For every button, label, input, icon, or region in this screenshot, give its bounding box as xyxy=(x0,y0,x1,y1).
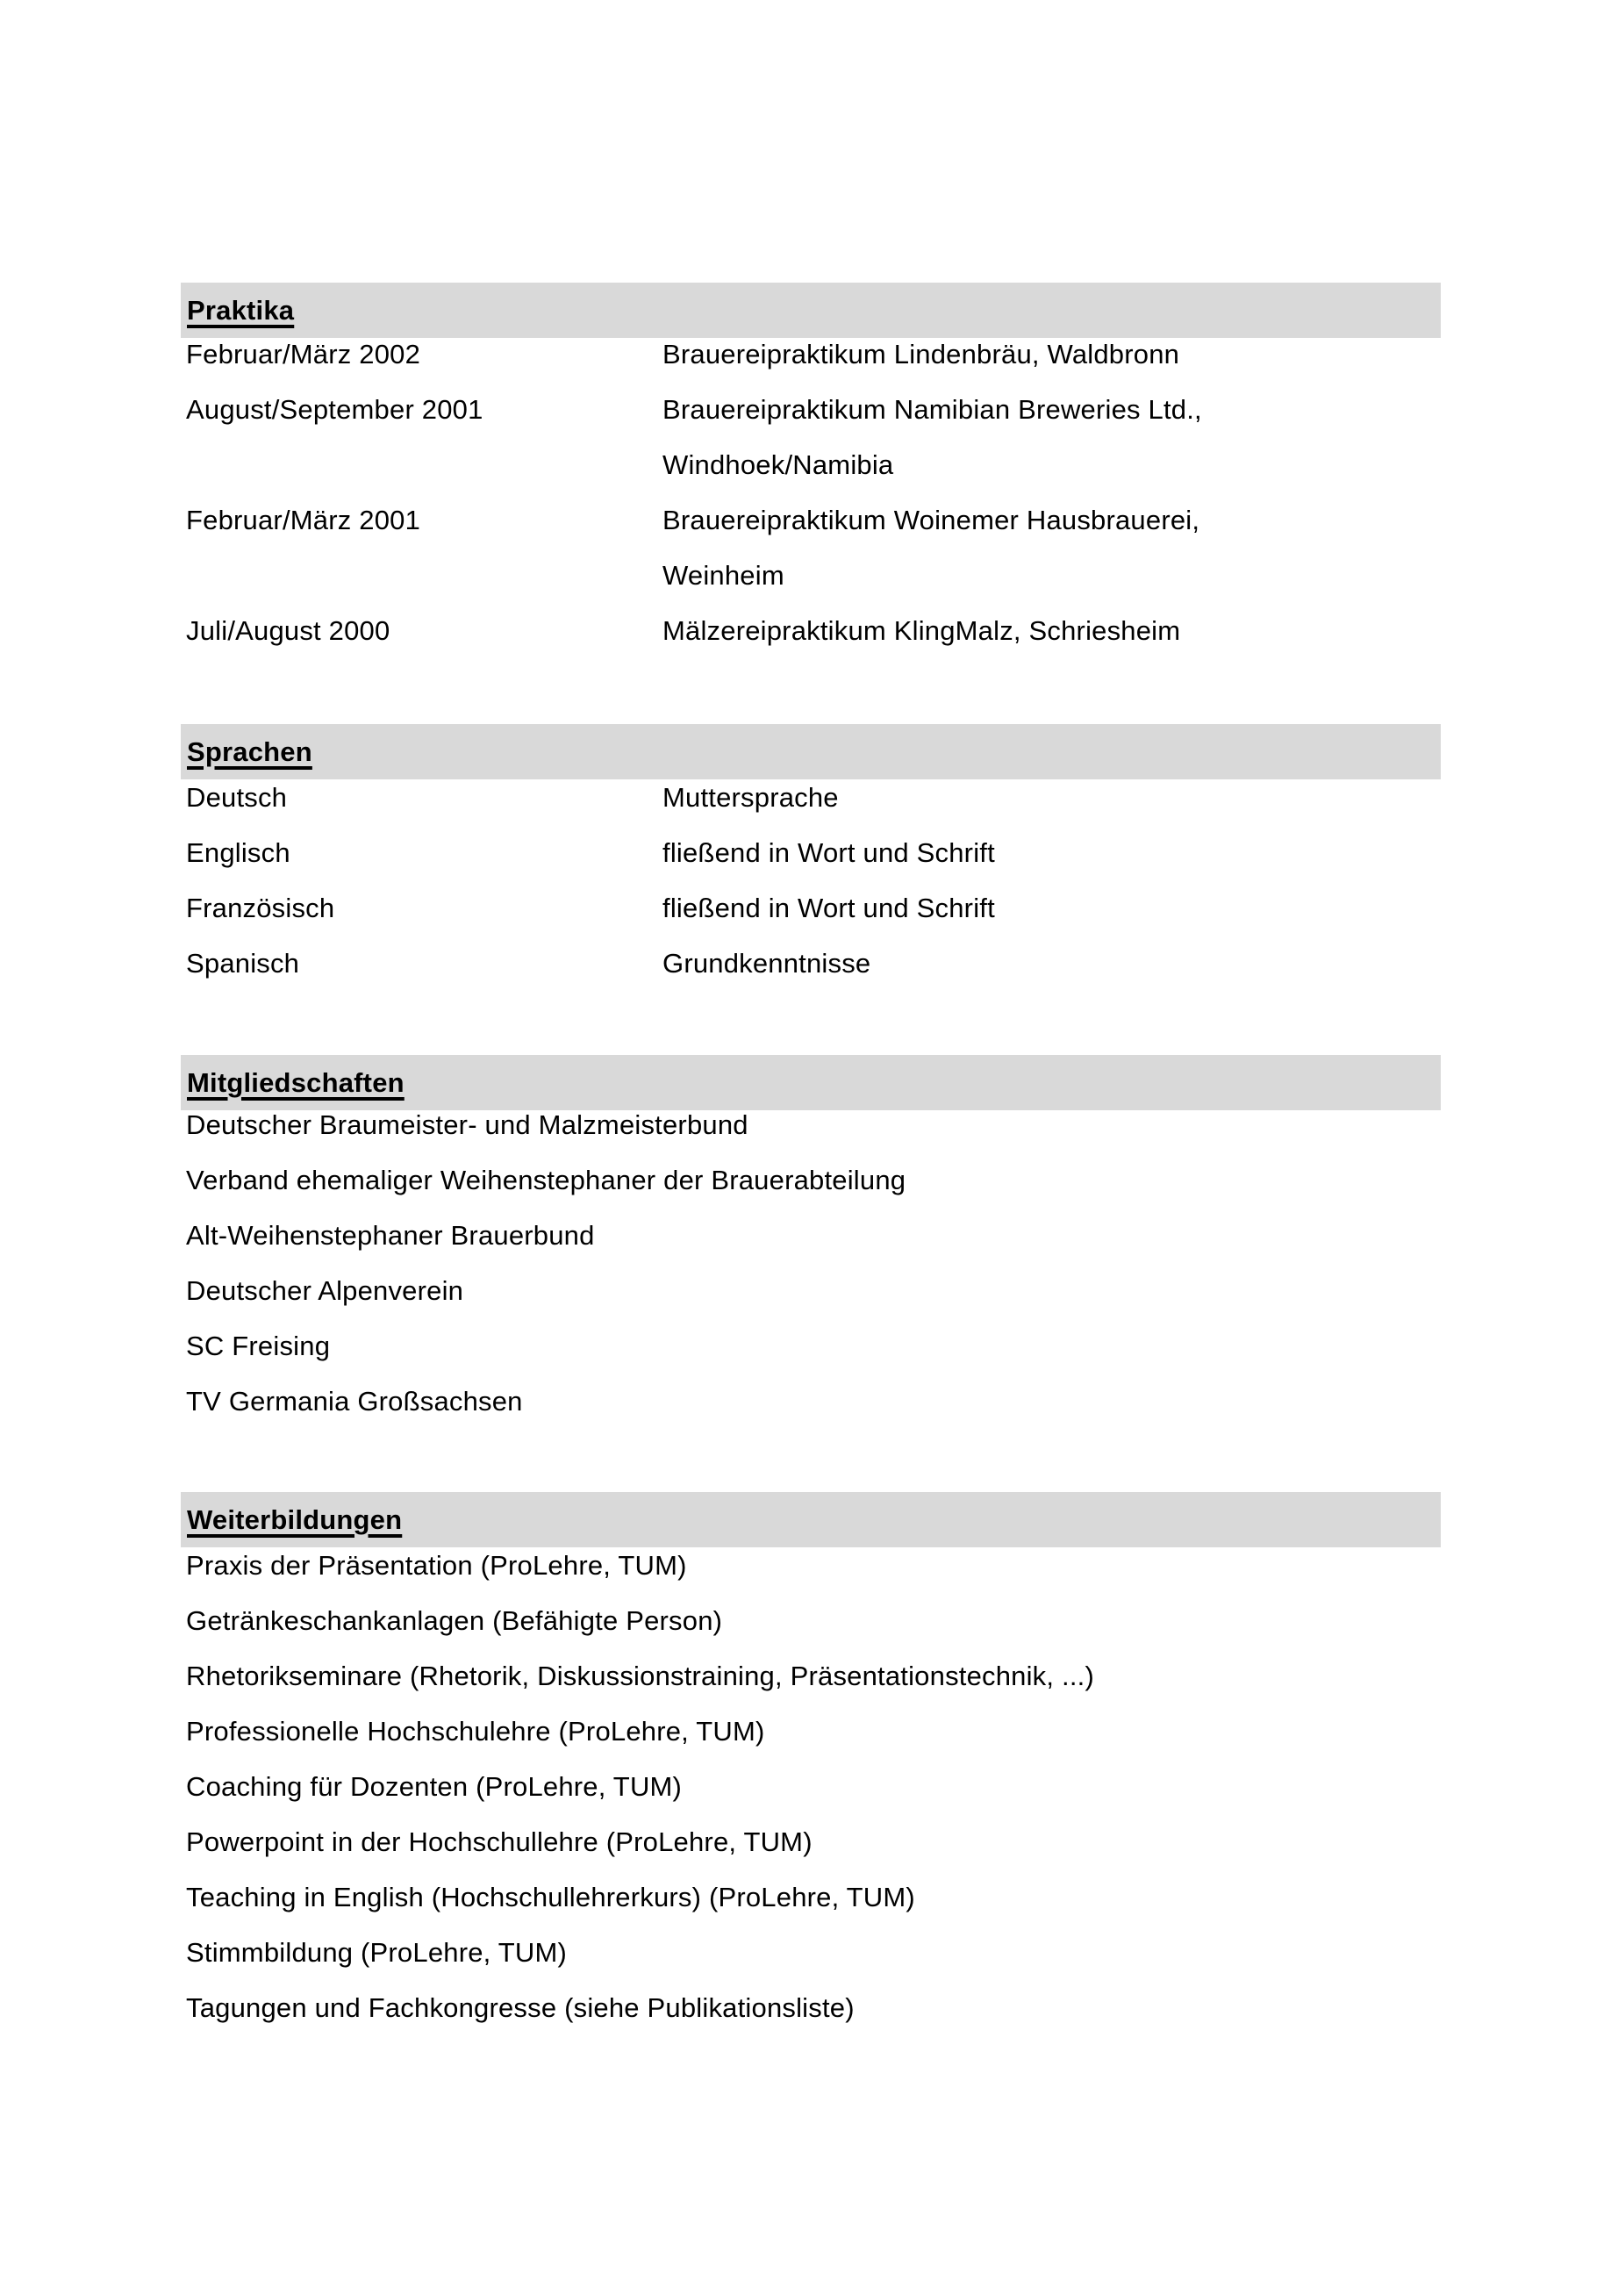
list-item: Verband ehemaliger Weihenstephaner der Brauerabteilung xyxy=(186,1165,906,1195)
description-cell: Mälzereipraktikum KlingMalz, Schriesheim xyxy=(662,615,1181,646)
date-cell: Juli/August 2000 xyxy=(186,615,390,646)
language-cell: Spanisch xyxy=(186,948,300,979)
list-item: Tagungen und Fachkongresse (siehe Publikationsliste) xyxy=(186,1992,855,2023)
description-cell: Brauereipraktikum Lindenbräu, Waldbronn xyxy=(662,339,1180,370)
list-item: Rhetorikseminare (Rhetorik, Diskussionstraining, Präsentationstechnik, ...) xyxy=(186,1661,1094,1691)
list-item: Deutscher Alpenverein xyxy=(186,1275,464,1306)
section-header-mitgliedschaften xyxy=(181,1055,1441,1110)
section-heading-label: Mitgliedschaften xyxy=(187,1066,404,1098)
date-cell: August/September 2001 xyxy=(186,394,483,425)
section-heading-label: Weiterbildungen xyxy=(187,1503,403,1535)
section-header-praktika xyxy=(181,283,1441,338)
proficiency-cell: Grundkenntnisse xyxy=(662,948,871,979)
list-item: Praxis der Präsentation (ProLehre, TUM) xyxy=(186,1550,687,1581)
language-cell: Englisch xyxy=(186,837,290,868)
proficiency-cell: Muttersprache xyxy=(662,782,839,813)
section-heading-label: Sprachen xyxy=(187,735,312,767)
section-heading-label: Praktika xyxy=(187,294,295,326)
proficiency-cell: fließend in Wort und Schrift xyxy=(662,837,995,868)
section-header-weiterbildungen xyxy=(181,1492,1441,1547)
list-item: Alt-Weihenstephaner Brauerbund xyxy=(186,1220,595,1251)
list-item: Getränkeschankanlagen (Befähigte Person) xyxy=(186,1605,723,1636)
description-cell: Brauereipraktikum Woinemer Hausbrauerei, xyxy=(662,505,1200,535)
description-cell: Brauereipraktikum Namibian Breweries Ltd., xyxy=(662,394,1202,425)
list-item: Teaching in English (Hochschullehrerkurs) (ProLehre, TUM) xyxy=(186,1882,915,1912)
proficiency-cell: fließend in Wort und Schrift xyxy=(662,893,995,923)
language-cell: Deutsch xyxy=(186,782,288,813)
list-item: Powerpoint in der Hochschullehre (ProLehre, TUM) xyxy=(186,1826,813,1857)
date-cell: Februar/März 2002 xyxy=(186,339,421,370)
description-cell: Windhoek/Namibia xyxy=(662,449,894,480)
section-header-sprachen xyxy=(181,724,1441,779)
list-item: Deutscher Braumeister- und Malzmeisterbund xyxy=(186,1109,748,1140)
date-cell: Februar/März 2001 xyxy=(186,505,421,535)
list-item: Stimmbildung (ProLehre, TUM) xyxy=(186,1937,567,1968)
language-cell: Französisch xyxy=(186,893,335,923)
list-item: SC Freising xyxy=(186,1331,331,1361)
list-item: Coaching für Dozenten (ProLehre, TUM) xyxy=(186,1771,683,1802)
list-item: TV Germania Großsachsen xyxy=(186,1386,523,1417)
list-item: Professionelle Hochschulehre (ProLehre, TUM) xyxy=(186,1716,765,1747)
description-cell: Weinheim xyxy=(662,560,784,591)
